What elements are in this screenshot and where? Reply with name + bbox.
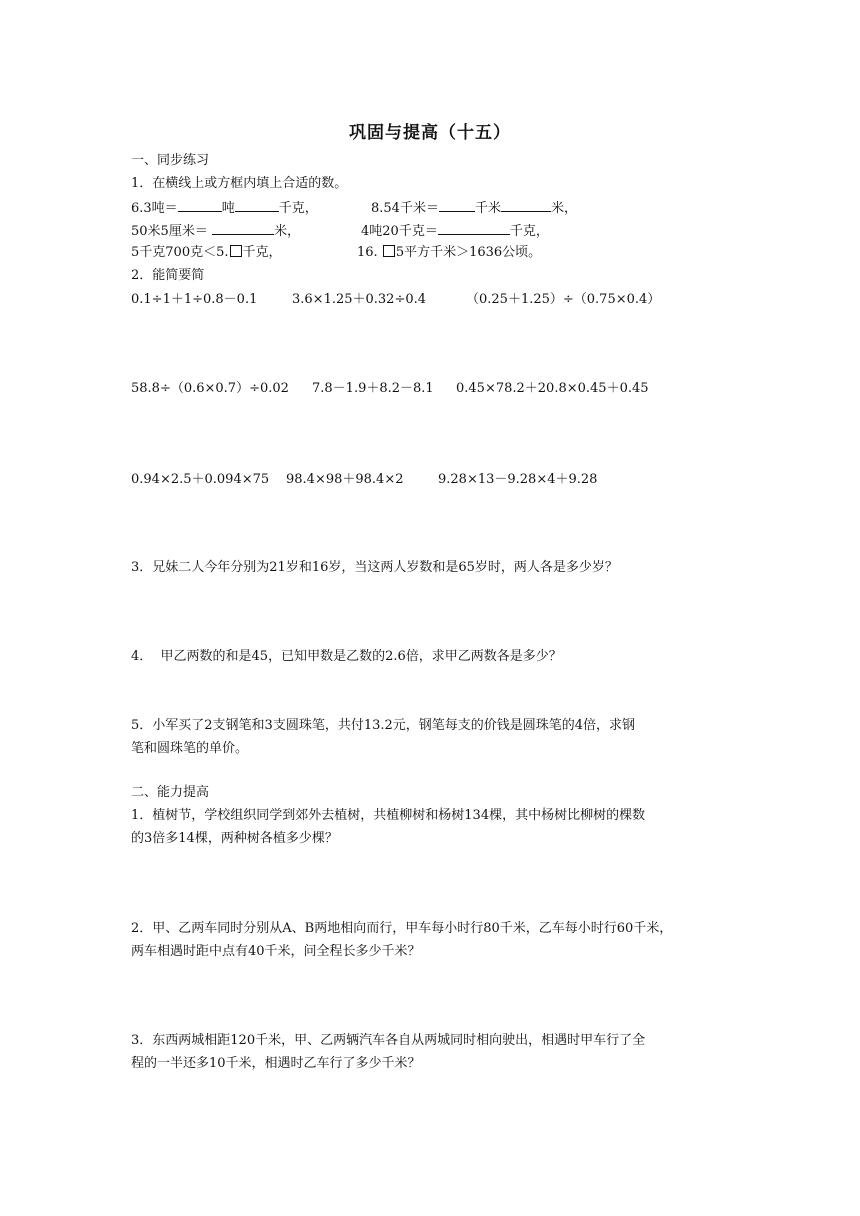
q2-expr-3: （0.25＋1.25）÷（0.75×0.4） — [466, 292, 661, 307]
s2-q2-line2: 两车相遇时距中点有40千米，问全程长多少千米？ — [131, 944, 421, 959]
answer-blank — [178, 197, 222, 212]
q1-row1: 6.3吨＝ 吨 千克， — [131, 197, 318, 219]
section1-heading: 一、同步练习 — [131, 153, 210, 168]
q1-row3: 5千克700克＜5. 千克， — [131, 245, 282, 260]
page-title: 巩固与提高（十五） — [349, 123, 511, 143]
answer-box — [383, 245, 395, 257]
q5-line1: 5．小军买了2支钢笔和3支圆珠笔，共付13.2元，钢笔每支的价钱是圆珠笔的4倍，求钢 — [131, 718, 636, 733]
answer-blank — [212, 220, 274, 235]
q2-expr-5: 7.8－1.9＋8.2－8.1 — [312, 381, 434, 396]
q2-expr-8: 98.4×98＋98.4×2 — [286, 472, 404, 487]
answer-box — [230, 245, 242, 257]
s2-q2-line1: 2．甲、乙两车同时分别从A、B两地相向而行，甲车每小时行80千米，乙车每小时行60千米， — [131, 921, 673, 936]
s2-q1-line2: 的3倍多14棵，两种树各植多少棵？ — [131, 831, 338, 846]
q4-text: 4． 甲乙两数的和是45，已知甲数是乙数的2.6倍，求甲乙两数各是多少？ — [131, 649, 562, 664]
q2-expr-1: 0.1÷1＋1÷0.8－0.1 — [131, 292, 258, 307]
q2-expr-2: 3.6×1.25＋0.32÷0.4 — [292, 292, 427, 307]
q2-expr-6: 0.45×78.2＋20.8×0.45＋0.45 — [456, 381, 649, 396]
q2-expr-9: 9.28×13－9.28×4＋9.28 — [438, 472, 598, 487]
answer-blank — [501, 197, 551, 212]
s2-q1-line1: 1．植树节，学校组织同学到郊外去植树，共植柳树和杨树134棵，其中杨树比柳树的棵数 — [131, 808, 646, 823]
s2-q3-line1: 3．东西两城相距120千米，甲、乙两辆汽车各自从两城同时相向驶出，相遇时甲车行了全 — [131, 1033, 646, 1048]
q1-row2-right: 4吨20千克＝ 千克， — [361, 220, 549, 242]
q2-expr-4: 58.8÷（0.6×0.7）÷0.02 — [131, 381, 289, 396]
q1-row1-right: 8.54千米＝ 千米 米， — [371, 197, 577, 219]
section2-heading: 二、能力提高 — [131, 785, 210, 800]
q5-line2: 笔和圆珠笔的单价。 — [131, 741, 249, 756]
answer-blank — [439, 197, 475, 212]
q3-text: 3．兄妹二人今年分别为21岁和16岁，当这两人岁数和是65岁时，两人各是多少岁？ — [131, 560, 618, 575]
answer-blank — [235, 197, 279, 212]
s2-q3-line2: 程的一半还多10千米，相遇时乙车行了多少千米？ — [131, 1056, 421, 1071]
q1-row3-right: 16. 5平方千米＞1636公顷。 — [357, 245, 542, 260]
q1-prompt: 1．在横线上或方框内填上合适的数。 — [131, 176, 348, 191]
q2-prompt: 2．能简要简 — [131, 268, 205, 283]
q2-expr-7: 0.94×2.5＋0.094×75 — [131, 472, 270, 487]
answer-blank — [438, 220, 510, 235]
q1-row2: 50米5厘米＝ 米， — [131, 220, 300, 242]
